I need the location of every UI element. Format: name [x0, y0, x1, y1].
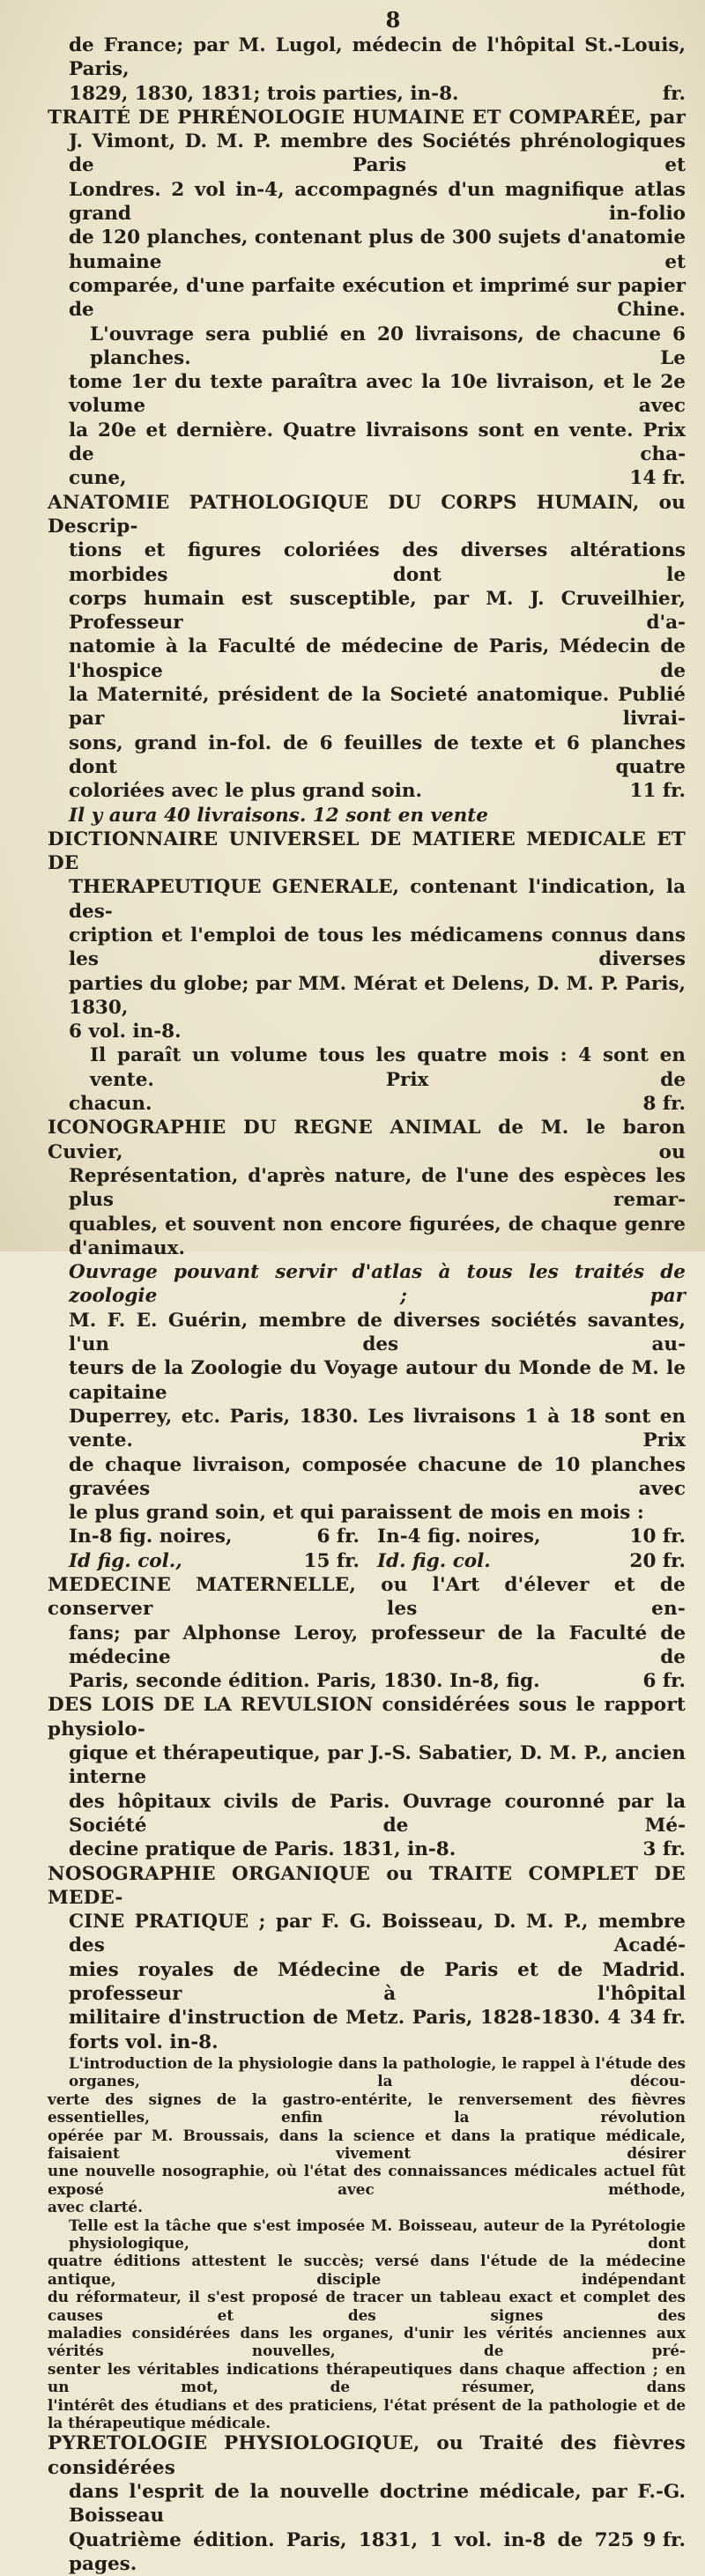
- text-line: 34 fr. militaire d'instruction de Metz. Paris, 1828-1830. 4 forts vol. in-8.: [69, 2007, 686, 2053]
- text-line: gique et thérapeutique, par J.-S. Sabatier, D. M. P., ancien interne: [69, 1742, 686, 1789]
- text-line: fans; par Alphonse Leroy, professeur de la Faculté de médecine de: [69, 1622, 686, 1668]
- text-line: 14 fr. cune,: [69, 467, 686, 490]
- note-line: une nouvelle nosographie, où l'état des connaissances médicales actuel fût exposé avec méthode,: [48, 2162, 686, 2198]
- note-line: maladies considérées dans les organes, d'unir les vérités anciennes aux vérités nouvelles, de pré-: [48, 2324, 686, 2360]
- text-line: Il y aura 40 livraisons. 12 sont en vente: [69, 804, 488, 827]
- price: 15 fr.: [303, 1549, 360, 1572]
- text-line: tions et figures coloriées des diverses altérations morbides dont le: [69, 539, 686, 586]
- text-line: THERAPEUTIQUE GENERALE, contenant l'indication, la des-: [69, 876, 686, 923]
- text-line: 8 fr. chacun.: [69, 1093, 686, 1116]
- note-line: quatre éditions attestent le succès; versé dans l'étude de la médecine antique, disciple indépendant: [48, 2252, 686, 2288]
- entry-lugol: [48, 33, 686, 106]
- text-line: M. F. E. Guérin, membre de diverses sociétés savantes, l'un des au-: [69, 1309, 686, 1356]
- text-line: J. Vimont, D. M. P. membre des Sociétés phrénologiques de Paris et: [69, 130, 686, 177]
- price: 10 fr.: [629, 1526, 686, 1548]
- note-line: verte des signes de la gastro-entérite, le renversement des fièvres essentielles, enfin la révolution: [48, 2090, 686, 2127]
- text-line: de 120 planches, contenant plus de 300 sujets d'anatomie humaine et: [69, 226, 686, 273]
- text-line: le plus grand soin, et qui paraissent de mois en mois :: [69, 1502, 644, 1525]
- entry-heading: NOSOGRAPHIE ORGANIQUE ou TRAITE COMPLET DE MEDE-: [48, 1862, 686, 1909]
- text-line: 3 fr. decine pratique de Paris. 1831, in-8.: [69, 1838, 686, 1861]
- entry-heading: TRAITÉ DE PHRÉNOLOGIE HUMAINE ET COMPARÉE, par: [48, 106, 686, 129]
- note-line: Telle est la tâche que s'est imposée M. Boisseau, auteur de la Pyrétologie physiologique, dont: [69, 2216, 686, 2252]
- text-line: de chaque livraison, composée chacune de 10 planches gravées avec: [69, 1453, 686, 1500]
- format-label: In-8 fig. noires,: [69, 1526, 233, 1548]
- text-line: cription et l'emploi de tous les médicamens connus dans les diverses: [69, 924, 686, 971]
- text-line: 6 vol. in-8.: [69, 1021, 182, 1043]
- entry-dictionnaire: [48, 828, 686, 1117]
- format-label: Id. fig. col.: [377, 1549, 491, 1572]
- text-line: mies royales de Médecine de Paris et de Madrid. professeur à l'hôpital: [69, 1958, 686, 2006]
- text-line: la 20e et dernière. Quatre livraisons sont en vente. Prix de cha-: [69, 419, 686, 466]
- text-line: de France; par M. Lugol, médecin de l'hôpital St.-Louis, Paris,: [69, 34, 686, 81]
- entry-medecine-maternelle: [48, 1573, 686, 1693]
- text-line: parties du globe; par MM. Mérat et Delens, D. M. P. Paris, 1830,: [69, 972, 686, 1019]
- review-note: [48, 2054, 686, 2432]
- format-label: In-4 fig. noires,: [377, 1526, 541, 1548]
- note-line: du réformateur, il s'est proposé de tracer un tableau exact et complet des causes et des signes des: [48, 2288, 686, 2324]
- note-line: senter les véritables indications thérapeutiques dans chaque affection ; en un mot, de résumer, dans: [48, 2359, 686, 2396]
- price: 3 fr.: [642, 1838, 686, 1861]
- price: 11 fr.: [629, 780, 686, 803]
- text-line: fr. 1829, 1830, 1831; trois parties, in-8.: [69, 82, 686, 105]
- entry-heading: ICONOGRAPHIE DU REGNE ANIMAL de M. le baron Cuvier, ou: [48, 1117, 686, 1163]
- entry-heading: MEDECINE MATERNELLE, ou l'Art d'élever et de conserver les en-: [48, 1574, 686, 1621]
- note-line: opérée par M. Broussais, dans la science et dans la pratique médicale, faisaient vivement désirer: [48, 2126, 686, 2162]
- text-line: 11 fr. coloriées avec le plus grand soin.: [69, 780, 686, 803]
- text-line: Londres. 2 vol in-4, accompagnés d'un magnifique atlas grand in-folio: [69, 178, 686, 226]
- text-line: la Maternité, président de la Societé anatomique. Publié par livrai-: [69, 684, 686, 731]
- price: 9 fr.: [642, 2528, 686, 2551]
- entry-revulsion: [48, 1693, 686, 1861]
- price-row: [48, 1549, 686, 1573]
- price-row: [48, 1525, 686, 1548]
- price: 20 fr.: [629, 1549, 686, 1572]
- text-line: teurs de la Zoologie du Voyage autour du Monde de M. le capitaine: [69, 1357, 686, 1404]
- text-line: CINE PRATIQUE ; par F. G. Boisseau, D. M. P., membre des Acadé-: [69, 1911, 686, 1957]
- note-line: l'intérêt des étudians et des praticiens, l'état présent de la pathologie et de la thérapeutique médicale.: [48, 2395, 686, 2432]
- price: 6 fr.: [316, 1526, 360, 1548]
- text-line: corps humain est susceptible, par M. J. Cruveilhier, Professeur d'a-: [69, 587, 686, 635]
- text-line: quables, et souvent non encore figurées, de chaque genre d'animaux.: [69, 1213, 686, 1259]
- text-line: dans l'esprit de la nouvelle doctrine médicale, par F.-G. Boisseau: [69, 2481, 686, 2528]
- note-line: L'introduction de la physiologie dans la pathologie, le rappel à l'étude des organes, la décou-: [69, 2053, 686, 2090]
- entry-heading: DES LOIS DE LA REVULSION considérées sous le rapport physiolo-: [48, 1694, 686, 1741]
- format-label: Id fig. col.,: [69, 1549, 182, 1572]
- text-line: Ouvrage pouvant servir d'atlas à tous les traités de zoologie ; par: [69, 1261, 686, 1308]
- page-number: 8: [385, 7, 401, 33]
- note-line: avec clarté.: [48, 2198, 143, 2216]
- text-line: L'ouvrage sera publié en 20 livraisons, de chacune 6 planches. Le: [90, 323, 686, 369]
- text-line: Duperrey, etc. Paris, 1830. Les livraisons 1 à 18 sont en vente. Prix: [69, 1405, 686, 1452]
- text-line: comparée, d'une parfaite exécution et imprimé sur papier de Chine.: [69, 274, 686, 322]
- price: 8 fr.: [642, 1093, 686, 1116]
- price: 14 fr.: [629, 467, 686, 490]
- text-line: des hôpitaux civils de Paris. Ouvrage couronné par la Société de Mé-: [69, 1790, 686, 1837]
- entry-anatomie: [48, 491, 686, 828]
- entry-iconographie: [48, 1116, 686, 1573]
- entry-heading: PYRETOLOGIE PHYSIOLOGIQUE, ou Traité des fièvres considérées: [48, 2432, 686, 2479]
- text-line: sons, grand in-fol. de 6 feuilles de texte et 6 planches dont quatre: [69, 731, 686, 778]
- text-line: Représentation, d'après nature, de l'une des espèces les plus remar-: [69, 1164, 686, 1212]
- text-line: tome 1er du texte paraîtra avec la 10e livraison, et le 2e volume avec: [69, 371, 686, 418]
- price: fr.: [662, 82, 686, 105]
- entry-heading: ANATOMIE PATHOLOGIQUE DU CORPS HUMAIN, ou Descrip-: [48, 491, 686, 538]
- entry-pyretologie: [48, 2431, 686, 2576]
- text-line: 9 fr. Quatrième édition. Paris, 1831, 1 vol. in-8 de 725 pages.: [69, 2528, 686, 2575]
- entry-heading: DICTIONNAIRE UNIVERSEL DE MATIERE MEDICALE ET DE: [48, 828, 686, 875]
- price: 34 fr.: [629, 2007, 686, 2030]
- text-line: natomie à la Faculté de médecine de Paris, Médecin de l'hospice de: [69, 635, 686, 682]
- price: 6 fr.: [642, 1670, 686, 1693]
- entry-phrenologie: [48, 106, 686, 491]
- text-line: 6 fr. Paris, seconde édition. Paris, 1830. In-8, fig.: [69, 1670, 686, 1693]
- text-line: Il paraît un volume tous les quatre mois : 4 sont en vente. Prix de: [90, 1044, 686, 1091]
- entry-nosographie: [48, 1862, 686, 2054]
